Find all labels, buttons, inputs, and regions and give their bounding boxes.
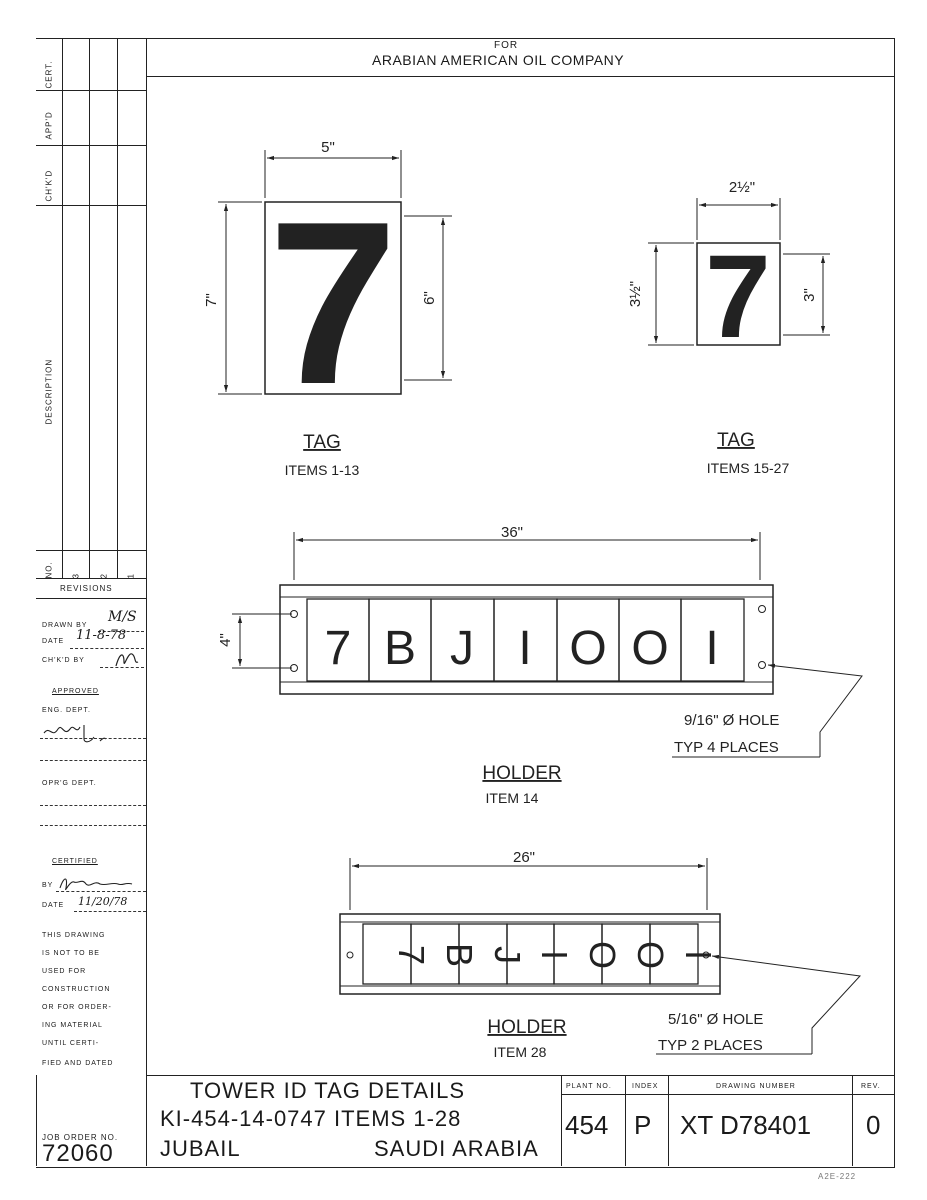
holder-14-char: I (705, 622, 719, 675)
holder-28-char: O (582, 940, 623, 970)
certified-label: CERTIFIED (52, 858, 98, 865)
drawing-number-label: DRAWING NUMBER (716, 1083, 796, 1090)
holder-14-char: 7 (324, 622, 352, 675)
rev-row-2: 2 (99, 573, 109, 579)
tag-large-title: TAG (303, 432, 341, 453)
holder-14-char: O (569, 622, 607, 675)
col-appd-label: APP'D (44, 111, 54, 140)
note-line: FIED AND DATED (42, 1060, 114, 1067)
job-order-number: 72060 (42, 1140, 114, 1167)
note-line: THIS DRAWING (42, 932, 106, 939)
tag-large-width-dim: 5" (321, 139, 335, 156)
plant-no-label: PLANT NO. (566, 1083, 612, 1090)
tag-large (203, 139, 452, 478)
col-no-label: NO. (44, 561, 54, 579)
location-country: SAUDI ARABIA (374, 1136, 539, 1161)
holder-14-hole-count: TYP 4 PLACES (674, 739, 779, 756)
holder-14-char: B (383, 622, 417, 675)
footer-code: A2E-222 (818, 1172, 857, 1181)
tag-small-height-dim: 3½" (627, 280, 644, 308)
eng-dept-label: ENG. DEPT. (42, 707, 91, 714)
rev-row-3: 3 (71, 573, 81, 579)
holder-14-height-dim: 4" (217, 633, 234, 647)
date-value: 11-8-78 (76, 628, 127, 643)
approved-label: APPROVED (52, 688, 99, 695)
company-name: ARABIAN AMERICAN OIL COMPANY (372, 52, 625, 68)
holder-28 (340, 849, 860, 1060)
holder-28-hole-count: TYP 2 PLACES (658, 1037, 763, 1054)
header-for: FOR (494, 40, 519, 51)
tag-small-char-height-dim: 3" (801, 288, 818, 302)
holder-14-char: I (518, 622, 532, 675)
drawing-subtitle: KI-454-14-0747 ITEMS 1-28 (160, 1106, 462, 1131)
tag-large-items: ITEMS 1-13 (284, 462, 360, 478)
rev-number: 0 (866, 1110, 881, 1140)
holder-14-length-dim: 36" (500, 524, 524, 541)
tag-small-items: ITEMS 15-27 (706, 460, 790, 476)
note-line: USED FOR (42, 968, 87, 975)
holder-28-hole (347, 952, 353, 958)
tag-small-digit: 7 (705, 231, 771, 363)
tag-small (627, 179, 830, 476)
holder-28-char: I (534, 949, 575, 961)
cert-date-value: 11/20/78 (78, 895, 128, 908)
oprg-dept-label: OPR'G DEPT. (42, 780, 97, 787)
col-description-label: DESCRIPTION (44, 358, 54, 425)
holder-28-char: B (439, 942, 480, 968)
holder-14-hole (759, 662, 766, 669)
holder-14-hole (759, 606, 766, 613)
tag-small-title: TAG (717, 430, 755, 451)
drawn-by-label: DRAWN BY (42, 622, 88, 629)
date-label: DATE (42, 638, 65, 645)
drawing-title: TOWER ID TAG DETAILS (190, 1078, 466, 1103)
tag-large-height-dim: 7" (203, 293, 220, 307)
index: P (634, 1110, 652, 1140)
job-order-label: JOB ORDER NO. (42, 1133, 119, 1142)
holder-28-item: ITEM 28 (493, 1044, 547, 1060)
tag-large-char-height-dim: 6" (421, 291, 438, 305)
chkd-by-label: CH'K'D BY (42, 657, 85, 664)
holder-14 (217, 524, 862, 806)
index-label: INDEX (632, 1083, 659, 1090)
cert-date-label: DATE (42, 902, 65, 909)
note-line: CONSTRUCTION (42, 986, 111, 993)
holder-14-title: HOLDER (482, 763, 562, 784)
note-line: OR FOR ORDER- (42, 1004, 112, 1011)
note-line: ING MATERIAL (42, 1022, 103, 1029)
holder-28-title: HOLDER (487, 1017, 567, 1038)
tag-small-width-dim: 2½" (728, 179, 756, 196)
holder-14-char: J (450, 622, 474, 675)
tag-large-digit: 7 (268, 174, 398, 433)
revisions-label: REVISIONS (60, 584, 113, 593)
location-city: JUBAIL (160, 1136, 241, 1161)
holder-14-hole-note: 9/16" Ø HOLE (684, 712, 780, 729)
holder-28-char: O (630, 940, 671, 970)
holder-28-char: I (678, 949, 719, 961)
holder-14-char: O (631, 622, 669, 675)
drawn-by-value: M/S (108, 609, 137, 625)
by-label: BY (42, 882, 54, 889)
holder-28-hole-note: 5/16" Ø HOLE (668, 1011, 764, 1028)
drawing-number: XT D78401 (680, 1110, 812, 1140)
holder-14-item: ITEM 14 (485, 790, 539, 806)
col-chkd-label: CH'K'D (44, 169, 54, 202)
holder-28-length-dim: 26" (512, 849, 536, 866)
holder-28-char: J (487, 946, 528, 964)
holder-28-char: 7 (391, 944, 432, 966)
rev-row-1: 1 (126, 573, 136, 579)
plant-no: 454 (565, 1110, 609, 1140)
note-line: IS NOT TO BE (42, 950, 100, 957)
rev-label: REV. (861, 1083, 881, 1090)
note-line: UNTIL CERTI- (42, 1040, 100, 1047)
col-cert-label: CERT. (44, 60, 54, 89)
